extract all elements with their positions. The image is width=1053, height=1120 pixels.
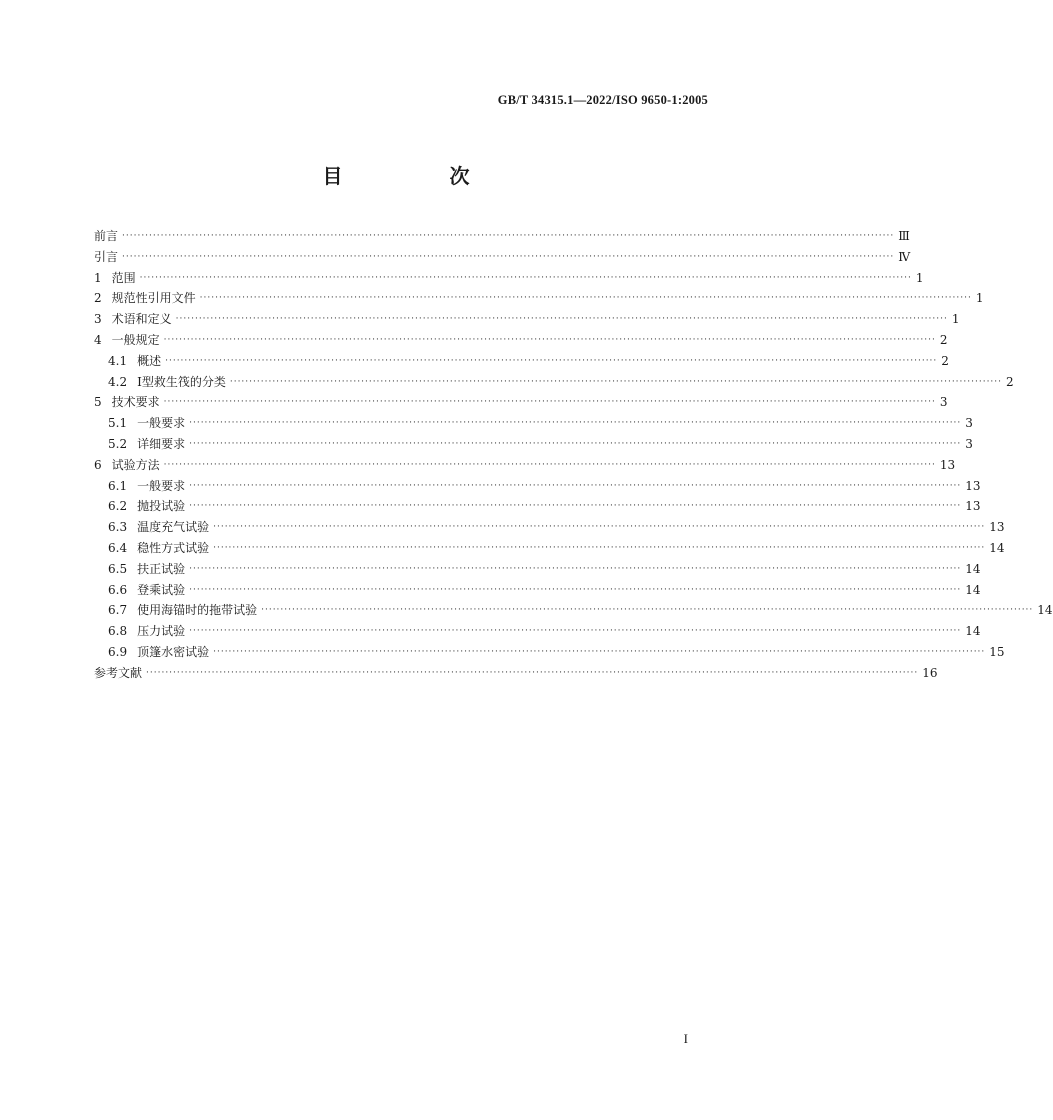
toc-entry-number: 5 — [94, 395, 102, 410]
toc-entry-page: 14 — [1037, 603, 1053, 618]
toc-entry-page: 14 — [965, 561, 981, 576]
toc-leader-dots: ········································································································································································································ — [165, 355, 938, 366]
toc-entry-page: 16 — [922, 665, 938, 680]
toc-entry[interactable] — [94, 642, 1005, 663]
toc-entry[interactable] — [94, 413, 973, 434]
toc-entry-page: 14 — [989, 540, 1005, 555]
toc-leader-dots: ········································································································································································································ — [122, 231, 895, 241]
toc-entry-text: 一般规定 — [111, 332, 160, 347]
toc-entry[interactable] — [94, 538, 1005, 559]
toc-entry-page: 14 — [965, 624, 981, 639]
toc-entry-number: 6.1 — [108, 478, 128, 493]
toc-entry[interactable] — [94, 351, 949, 372]
toc-entry-text: 扶正试验 — [137, 561, 186, 576]
toc-entry-page: 13 — [965, 478, 981, 493]
toc-entry[interactable] — [94, 392, 948, 413]
toc-entry-label — [108, 538, 213, 559]
toc-entry-label — [108, 621, 189, 642]
toc-leader-dots: ········································································································································································································ — [213, 542, 986, 553]
toc-entry-number: 3 — [94, 312, 102, 327]
toc-entry[interactable] — [94, 559, 981, 580]
toc-leader-dots: ········································································································································································································ — [163, 334, 936, 345]
toc-entry-text: 详细要求 — [137, 436, 186, 451]
toc-entry-page: 1 — [915, 270, 924, 285]
toc-entry-text: 规范性引用文件 — [111, 291, 196, 306]
toc-entry-text: 压力试验 — [137, 624, 186, 639]
toc-entry-label — [94, 392, 164, 413]
toc-leader-dots: ········································································································································································································ — [189, 501, 962, 512]
toc-entry-number: 1 — [94, 270, 102, 285]
toc-entry-number: 6.8 — [108, 624, 128, 639]
toc-entry[interactable] — [94, 517, 1005, 538]
toc-entry-label — [94, 226, 122, 247]
toc-leader-dots: ········································································································································································································ — [213, 522, 986, 533]
toc-entry-text: Ⅰ型救生筏的分类 — [137, 374, 226, 389]
toc-entry-label — [108, 434, 189, 455]
toc-entry-number: 6.7 — [108, 603, 128, 618]
toc-entry[interactable] — [94, 247, 911, 268]
toc-entry-text: 引言 — [94, 249, 119, 264]
toc-entry[interactable] — [94, 663, 938, 684]
toc-entry-label — [108, 580, 189, 601]
toc-leader-dots: ········································································································································································································ — [175, 314, 948, 325]
toc-leader-dots: ········································································································································································································ — [139, 272, 912, 283]
toc-leader-dots: ········································································································································································································ — [189, 626, 962, 637]
toc-entry-label — [108, 413, 189, 434]
toc-leader-dots: ········································································································································································································ — [189, 438, 962, 449]
toc-entry-label — [94, 309, 176, 330]
toc-entry-number: 6.3 — [108, 520, 128, 535]
toc-entry-page: 1 — [975, 291, 984, 306]
toc-entry[interactable] — [94, 621, 981, 642]
toc-entry[interactable] — [94, 268, 924, 289]
toc-entry-number: 5.1 — [108, 416, 128, 431]
toc-entry-page: 13 — [939, 457, 956, 472]
toc-entry-text: 一般要求 — [137, 416, 186, 431]
toc-title: 目 次 — [322, 164, 520, 188]
toc-entry-text: 术语和定义 — [111, 312, 172, 327]
toc-entry-label — [94, 268, 140, 289]
toc-entry-text: 前言 — [94, 229, 119, 243]
toc-entry[interactable] — [94, 600, 1053, 621]
toc-entry-text: 登乘试验 — [137, 582, 186, 597]
toc-entry-page: 2 — [939, 332, 948, 347]
toc-entry-label — [108, 559, 189, 580]
toc-entry[interactable] — [94, 455, 956, 476]
toc-entry[interactable] — [94, 580, 981, 601]
toc-entry[interactable] — [94, 476, 981, 497]
toc-entry-number: 2 — [94, 291, 102, 306]
toc-entry-number: 6.4 — [108, 540, 128, 555]
toc-leader-dots: ········································································································································································································ — [189, 584, 962, 595]
toc-entry-page: 2 — [1006, 374, 1014, 389]
toc-entry-page: 14 — [965, 582, 981, 597]
toc-leader-dots: ········································································································································································································ — [229, 376, 1003, 387]
toc-entry-page: 15 — [989, 644, 1005, 659]
toc-entry-label — [108, 372, 230, 393]
toc-entry[interactable] — [94, 288, 984, 309]
toc-entry-page: Ⅳ — [898, 249, 911, 264]
toc-entry-text: 一般要求 — [137, 478, 186, 493]
toc-leader-dots: ········································································································································································································ — [189, 418, 962, 429]
toc-entry-label — [94, 288, 200, 309]
toc-entry-page: 3 — [939, 395, 948, 410]
toc-entry-page: Ⅲ — [898, 229, 910, 243]
document-code: GB/T 34315.1—2022/ISO 9650-1:2005 — [497, 93, 708, 107]
toc-entry-text: 试验方法 — [111, 457, 160, 472]
toc-entry[interactable] — [94, 496, 981, 517]
toc-leader-dots: ········································································································································································································ — [189, 563, 962, 574]
toc-entry-text: 参考文献 — [94, 665, 143, 680]
toc-entry-label — [94, 663, 146, 684]
toc-entry-label — [108, 496, 189, 517]
toc-entry-label — [108, 351, 165, 372]
toc-entry-label — [108, 642, 213, 663]
toc-entry-number: 6.6 — [108, 582, 128, 597]
toc-entry-number: 6 — [94, 457, 102, 472]
toc-leader-dots: ········································································································································································································ — [261, 605, 1034, 616]
toc-entry-number: 6.5 — [108, 561, 128, 576]
toc-entry-page: 13 — [989, 520, 1005, 535]
toc-leader-dots: ········································································································································································································ — [189, 480, 962, 491]
toc-entry-number: 6.9 — [108, 644, 128, 659]
toc-entry-label — [108, 600, 261, 621]
toc-entry[interactable] — [94, 372, 1014, 393]
toc-entry-number: 4.2 — [108, 374, 128, 389]
toc-entry-page: 3 — [965, 436, 973, 451]
toc-entry[interactable] — [94, 309, 960, 330]
toc-entry[interactable] — [94, 330, 948, 351]
table-of-contents — [94, 226, 1053, 684]
toc-entry-label — [108, 517, 213, 538]
toc-leader-dots: ········································································································································································································ — [163, 459, 936, 470]
toc-leader-dots: ········································································································································································································ — [146, 667, 919, 678]
toc-entry-text: 顶篷水密试验 — [137, 644, 210, 659]
toc-entry-text: 温度充气试验 — [137, 520, 210, 535]
toc-entry-text: 使用海锚时的拖带试验 — [137, 603, 258, 618]
toc-entry-text: 技术要求 — [111, 395, 160, 410]
toc-entry-label — [108, 476, 189, 497]
toc-entry[interactable] — [94, 434, 973, 455]
toc-entry-number: 4 — [94, 332, 102, 347]
toc-entry-page: 2 — [941, 353, 949, 368]
toc-entry-text: 抛投试验 — [137, 499, 186, 514]
toc-leader-dots: ········································································································································································································ — [199, 293, 972, 304]
toc-entry-label — [94, 455, 164, 476]
toc-leader-dots: ········································································································································································································ — [122, 251, 895, 262]
page-number: I — [683, 1031, 688, 1046]
toc-entry-number: 5.2 — [108, 436, 128, 451]
toc-leader-dots: ········································································································································································································ — [163, 397, 936, 408]
toc-leader-dots: ········································································································································································································ — [213, 646, 986, 657]
toc-entry-text: 概述 — [137, 353, 162, 368]
toc-entry-label — [94, 330, 164, 351]
toc-entry-label — [94, 247, 122, 268]
toc-entry-page: 3 — [965, 416, 973, 431]
toc-entry-text: 范围 — [111, 270, 136, 285]
toc-entry-number: 4.1 — [108, 353, 128, 368]
toc-entry[interactable] — [94, 226, 910, 247]
toc-entry-text: 稳性方式试验 — [137, 540, 210, 555]
toc-entry-number: 6.2 — [108, 499, 128, 514]
toc-entry-page: 1 — [951, 312, 960, 327]
toc-entry-page: 13 — [965, 499, 981, 514]
